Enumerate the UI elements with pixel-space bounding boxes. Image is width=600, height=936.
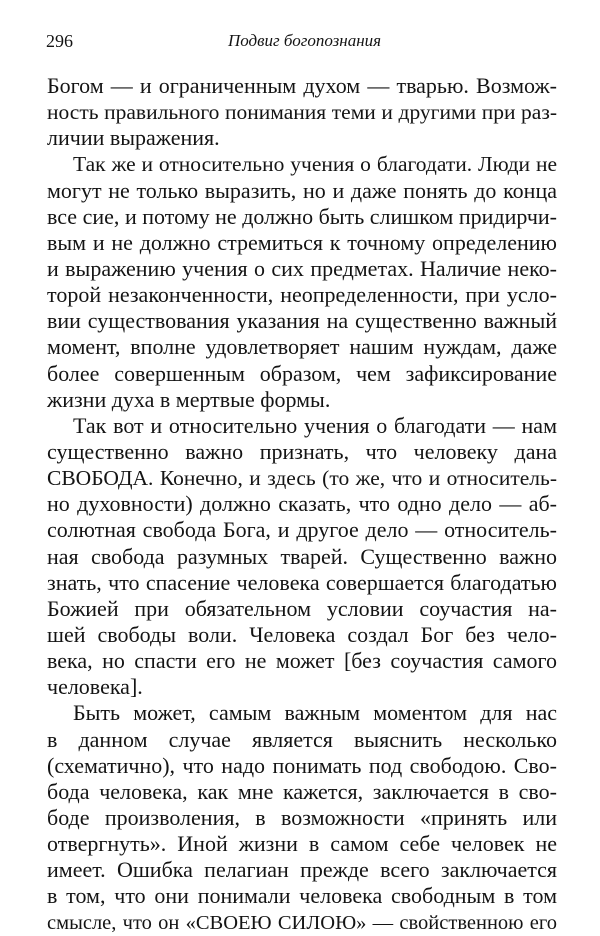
text-line: все сие, и потому не должно быть слишком придирчи- (47, 203, 557, 229)
text-line: торой незаконченности, неопределенности, при усло- (47, 282, 557, 308)
text-line: жизни духа в мертвые формы. (47, 386, 331, 412)
text-line: Богом — и ограниченным духом — тварью. Возмож- (47, 73, 557, 98)
text-line: имеет. Ошибка пелагиан прежде всего заключается (47, 857, 557, 883)
text-line: СВОБОДА. Конечно, и здесь (то же, что и относитель- (47, 466, 557, 491)
page-number: 296 (46, 31, 73, 51)
text-line: боде произволения, в возможности «принять или (47, 804, 557, 830)
text-line: Быть может, самым важным моментом для нас (73, 700, 557, 726)
text-line: Так вот и относительно учения о благодати — нам (73, 412, 557, 438)
body-text (47, 73, 557, 936)
text-line: Божией при обязательном условии соучастия на- (47, 595, 557, 621)
running-header (46, 30, 556, 56)
text-line: но духовности) должно сказать, что одно дело — аб- (47, 491, 557, 517)
text-line: в том, что они понимали человека свободным в том (47, 883, 557, 909)
text-line: человека]. (47, 674, 143, 700)
text-line: знать, что спасение человека совершается благодатью (47, 569, 557, 595)
text-line: и выражению учения о сих предметах. Наличие неко- (47, 255, 557, 281)
text-line: отвергнуть». Иной жизни в самом себе человек не (47, 831, 557, 857)
text-line: ность правильного понимания теми и другими при раз- (47, 100, 557, 125)
text-line: бода человека, как мне кажется, заключается в сво- (47, 778, 557, 804)
text-line: Так же и относительно учения о благодати. Люди не (73, 152, 557, 177)
text-line: момент, вполне удовлетворяет нашим нуждам, даже (47, 334, 557, 360)
text-line: солютная свобода Бога, и другое дело — относитель- (47, 517, 557, 543)
text-line: ная свобода разумных тварей. Существенно важно (47, 543, 557, 569)
text-line: шей свободы воли. Человека создал Бог без чело- (47, 621, 557, 647)
text-line: более совершенным образом, чем зафиксирование (47, 360, 557, 386)
text-line: вым и не должно стремиться к точному определению (47, 229, 557, 255)
text-line: смысле, что он «СВОЕЮ СИЛОЮ» — свойственною его (47, 911, 557, 934)
text-line: (схематично), что надо понимать под свободою. Сво- (47, 752, 557, 778)
text-line: в данном случае является выяснить несколько (47, 726, 557, 752)
running-title: Подвиг богопознания (228, 31, 382, 50)
text-line: личии выражения. (47, 125, 220, 151)
text-line: вии существования указания на существенно важный (47, 308, 557, 334)
text-line: века, но спасти его не может [без соучастия самого (47, 648, 557, 674)
text-line: существенно важно признать, что человеку дана (47, 438, 557, 464)
text-line: могут не только выразить, но и даже понять до конца (47, 177, 557, 203)
